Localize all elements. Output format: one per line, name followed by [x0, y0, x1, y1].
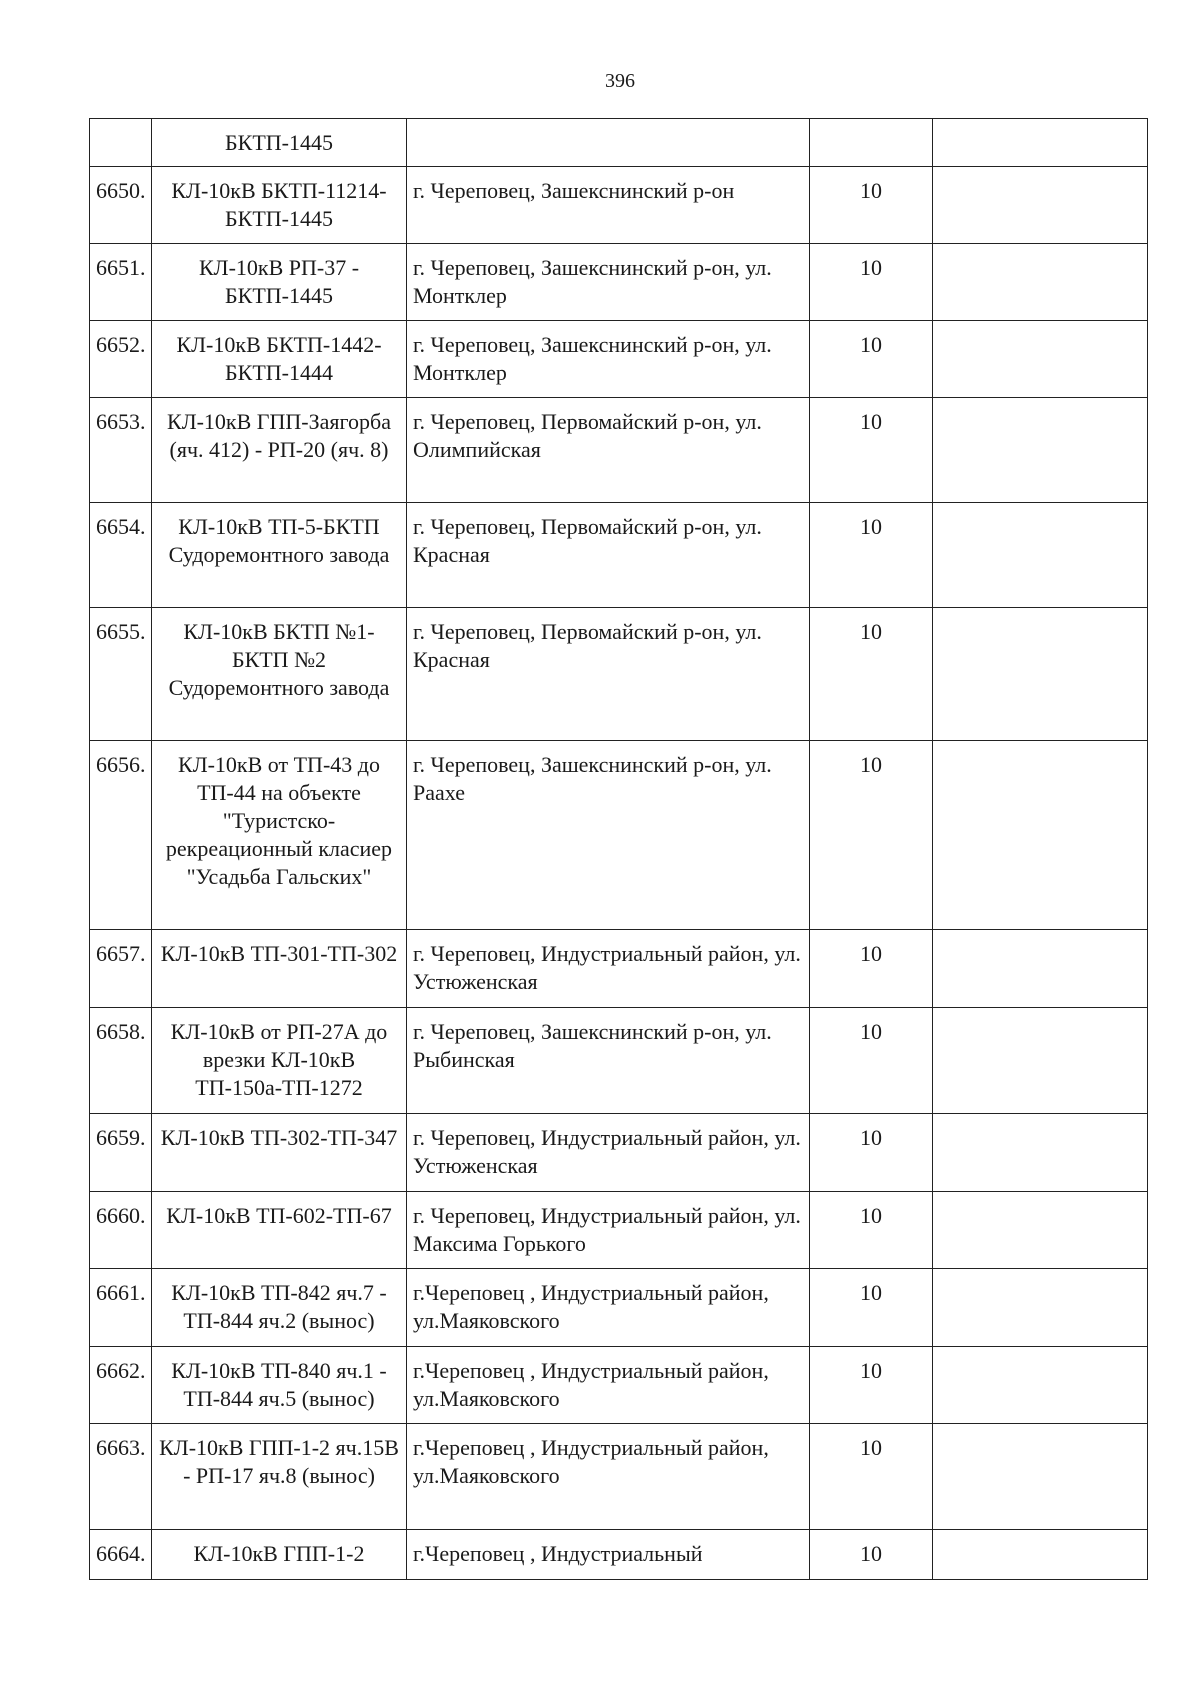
table-row — [90, 741, 1148, 930]
line-name: КЛ-10кВ от РП-27А до врезки КЛ-10кВ ТП-150а-ТП-1272 — [152, 1008, 407, 1114]
note-cell — [933, 1192, 1148, 1269]
line-name: КЛ-10кВ РП-37 - БКТП-1445 — [152, 244, 407, 321]
voltage-kv: 10 — [810, 1269, 933, 1347]
note-cell — [933, 1347, 1148, 1424]
table-row — [90, 398, 1148, 503]
row-number: 6662. — [90, 1347, 152, 1424]
note-cell — [933, 167, 1148, 244]
table-row — [90, 608, 1148, 741]
row-number: 6652. — [90, 321, 152, 398]
table-row — [90, 1269, 1148, 1347]
table-row — [90, 503, 1148, 608]
line-address: г. Череповец, Первомайский р-он, ул. Красная — [407, 503, 810, 608]
line-name: КЛ-10кВ БКТП-11214-БКТП-1445 — [152, 167, 407, 244]
voltage-kv: 10 — [810, 930, 933, 1008]
line-name: КЛ-10кВ от ТП-43 до ТП-44 на объекте "Туристско-рекреационный класиер "Усадьба Гальских" — [152, 741, 407, 930]
table-row — [90, 930, 1148, 1008]
row-number: 6657. — [90, 930, 152, 1008]
voltage-kv: 10 — [810, 741, 933, 930]
note-cell — [933, 1530, 1148, 1580]
note-cell — [933, 1008, 1148, 1114]
voltage-kv: 10 — [810, 1008, 933, 1114]
line-address: г.Череповец , Индустриальный — [407, 1530, 810, 1580]
note-cell — [933, 321, 1148, 398]
table-row — [90, 1530, 1148, 1580]
table-row — [90, 1424, 1148, 1530]
row-number: 6650. — [90, 167, 152, 244]
note-cell — [933, 119, 1148, 167]
table-row — [90, 1008, 1148, 1114]
line-name: КЛ-10кВ ТП-5-БКТП Судоремонтного завода — [152, 503, 407, 608]
line-address: г. Череповец, Индустриальный район, ул. Устюженская — [407, 930, 810, 1008]
line-address: г.Череповец , Индустриальный район, ул.Маяковского — [407, 1424, 810, 1530]
line-name: КЛ-10кВ ТП-842 яч.7 - ТП-844 яч.2 (вынос) — [152, 1269, 407, 1347]
line-address: г. Череповец, Зашекснинский р-он, ул. Рыбинская — [407, 1008, 810, 1114]
line-address: г.Череповец , Индустриальный район, ул.Маяковского — [407, 1269, 810, 1347]
note-cell — [933, 503, 1148, 608]
row-number: 6654. — [90, 503, 152, 608]
voltage-kv: 10 — [810, 1114, 933, 1192]
line-name: КЛ-10кВ ТП-840 яч.1 - ТП-844 яч.5 (вынос) — [152, 1347, 407, 1424]
table-row — [90, 167, 1148, 244]
line-name: КЛ-10кВ ГПП-1-2 яч.15В - РП-17 яч.8 (вынос) — [152, 1424, 407, 1530]
table-row — [90, 1347, 1148, 1424]
row-number: 6651. — [90, 244, 152, 321]
table-row — [90, 119, 1148, 167]
row-number: 6659. — [90, 1114, 152, 1192]
line-name: КЛ-10кВ ГПП-1-2 — [152, 1530, 407, 1580]
line-name: КЛ-10кВ ГПП-Заягорба (яч. 412) - РП-20 (яч. 8) — [152, 398, 407, 503]
line-address: г. Череповец, Зашекснинский р-он, ул. Раахе — [407, 741, 810, 930]
row-number: 6664. — [90, 1530, 152, 1580]
table-row — [90, 244, 1148, 321]
line-name: КЛ-10кВ ТП-602-ТП-67 — [152, 1192, 407, 1269]
row-number: 6655. — [90, 608, 152, 741]
note-cell — [933, 1424, 1148, 1530]
row-number: 6653. — [90, 398, 152, 503]
line-address: г. Череповец, Первомайский р-он, ул. Красная — [407, 608, 810, 741]
line-address: г. Череповец, Индустриальный район, ул. Максима Горького — [407, 1192, 810, 1269]
voltage-kv: 10 — [810, 503, 933, 608]
row-number: 6663. — [90, 1424, 152, 1530]
line-address: г. Череповец, Зашекснинский р-он — [407, 167, 810, 244]
row-number — [90, 119, 152, 167]
line-address: г. Череповец, Зашекснинский р-он, ул. Монтклер — [407, 244, 810, 321]
note-cell — [933, 244, 1148, 321]
voltage-kv: 10 — [810, 244, 933, 321]
line-name: КЛ-10кВ ТП-301-ТП-302 — [152, 930, 407, 1008]
voltage-kv: 10 — [810, 1530, 933, 1580]
line-name: КЛ-10кВ БКТП №1-БКТП №2 Судоремонтного завода — [152, 608, 407, 741]
voltage-kv: 10 — [810, 398, 933, 503]
line-address: г. Череповец, Индустриальный район, ул. Устюженская — [407, 1114, 810, 1192]
cable-lines-table — [89, 118, 1148, 1580]
line-address: г.Череповец , Индустриальный район, ул.Маяковского — [407, 1347, 810, 1424]
voltage-kv: 10 — [810, 608, 933, 741]
voltage-kv: 10 — [810, 167, 933, 244]
line-address — [407, 119, 810, 167]
note-cell — [933, 930, 1148, 1008]
row-number: 6661. — [90, 1269, 152, 1347]
row-number: 6656. — [90, 741, 152, 930]
table-row — [90, 321, 1148, 398]
line-name: КЛ-10кВ БКТП-1442-БКТП-1444 — [152, 321, 407, 398]
voltage-kv: 10 — [810, 1424, 933, 1530]
line-name: БКТП-1445 — [152, 119, 407, 167]
page-number: 396 — [605, 70, 635, 92]
note-cell — [933, 741, 1148, 930]
note-cell — [933, 398, 1148, 503]
row-number: 6658. — [90, 1008, 152, 1114]
note-cell — [933, 1114, 1148, 1192]
table-row — [90, 1192, 1148, 1269]
voltage-kv: 10 — [810, 321, 933, 398]
line-address: г. Череповец, Первомайский р-он, ул. Олимпийская — [407, 398, 810, 503]
line-name: КЛ-10кВ ТП-302-ТП-347 — [152, 1114, 407, 1192]
voltage-kv: 10 — [810, 1192, 933, 1269]
row-number: 6660. — [90, 1192, 152, 1269]
line-address: г. Череповец, Зашекснинский р-он, ул. Монтклер — [407, 321, 810, 398]
note-cell — [933, 1269, 1148, 1347]
voltage-kv — [810, 119, 933, 167]
note-cell — [933, 608, 1148, 741]
voltage-kv: 10 — [810, 1347, 933, 1424]
table-row — [90, 1114, 1148, 1192]
